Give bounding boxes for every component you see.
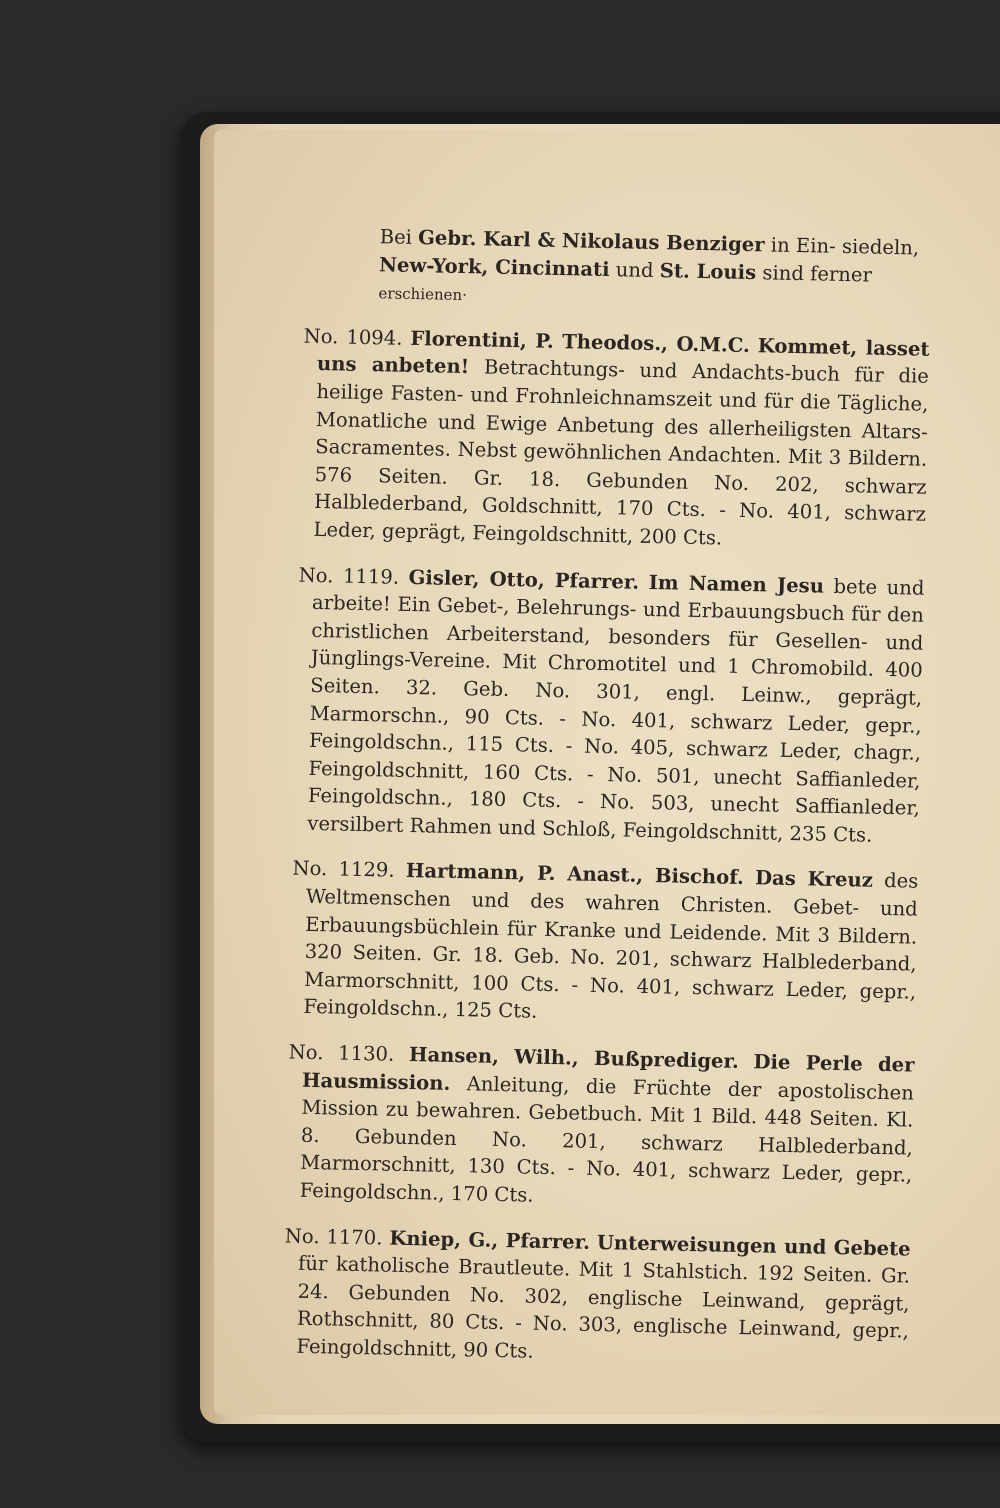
publisher-cities: New-York, Cincinnati	[378, 252, 610, 281]
entry-number: No. 1170.	[284, 1224, 383, 1250]
catalog-entry	[292, 855, 919, 1033]
entry-title: Unterweisungen und Gebete	[596, 1230, 911, 1261]
catalog-entry	[284, 1222, 911, 1373]
intro-text: und	[615, 257, 654, 282]
entry-number: No. 1130.	[288, 1040, 395, 1066]
entry-title: Die Perle der Hausmission.	[301, 1050, 915, 1095]
entry-author: Florentini, P. Theodos., O.M.C.	[410, 326, 751, 357]
entry-author: Gisler, Otto, Pfarrer.	[408, 565, 640, 594]
entry-title: Das Kreuz	[754, 866, 874, 893]
entry-body: bete und arbeite! Ein Gebet-, Belehrungs- und Erbauungsbuch für den christlichen Arbeiterstand, besonders für Gesellen- und Jünglings-Vereine. Mit Chromotitel und 1 Chromobild. 400 Seiten. 32. Geb. No. 301, engl. Leinw., geprägt, Marmorschn., 90 Cts. - No. 401, schwarz Leder, gepr., Feingoldschn., 115 Cts. - No. 405, schwarz Leder, chagr., Feingoldschnitt, 160 Cts. - No. 501, unecht Saffianleder, Feingoldschn., 180 Cts. - No. 503, unecht Saffianleder, versilbert Rahmen und Schloß, Feingoldschnitt, 235 Cts.	[307, 574, 925, 847]
intro-text: sind ferner	[762, 260, 873, 287]
entry-title: Kommet, lasset uns anbeten!	[316, 333, 930, 379]
entry-author: Kniep, G., Pfarrer.	[389, 1226, 591, 1254]
publisher-name: Gebr. Karl & Nikolaus Benziger	[417, 226, 765, 257]
catalog-entry	[288, 1039, 915, 1217]
intro-paragraph	[318, 222, 932, 320]
intro-text: in Ein-	[770, 233, 836, 258]
entry-body: für katholische Brautleute. Mit 1 Stahlstich. 192 Seiten. Gr. 24. Gebunden No. 302, englische Leinwand, geprägt, Rothschnitt, 80 Cts. - No. 303, englische Leinwand, gepr., Feingoldschnitt, 90 Cts.	[296, 1251, 911, 1363]
intro-text: siedeln,	[841, 234, 920, 260]
publisher-city: St. Louis	[659, 258, 757, 284]
entry-body: Betrachtungs- und Andachts-buch für die heilige Fasten- und Frohnleichnamszeit und für die Tägliche, Monatliche und Ewige Anbetung des allerheiligsten Altars-Sacramentes. Nebst gewöhnlichen Andachten. Mit 3 Bildern. 576 Seiten. Gr. 18. Gebunden No. 202, schwarz Halblederband, Goldschnitt, 170 Cts. - No. 401, schwarz Leder, geprägt, Feingoldschnitt, 200 Cts.	[313, 355, 930, 550]
entry-author: Hartmann, P. Anast., Bischof.	[405, 859, 745, 890]
entry-number: No. 1129.	[292, 857, 395, 883]
entry-number: No. 1119.	[298, 563, 400, 589]
entry-body: Anleitung, die Früchte der apostolischen Mission zu bewahren. Gebetbuch. Mit 1 Bild. 448 Seiten. Kl. 8. Gebunden No. 201, schwarz Halblederband, Marmorschnitt, 130 Cts. - No. 401, schwarz Leder, gepr., Feingoldschn., 170 Cts.	[299, 1071, 915, 1207]
catalog-entry	[298, 561, 925, 850]
entry-title: Im Namen Jesu	[648, 570, 825, 598]
entry-number: No. 1094.	[303, 324, 403, 350]
page-text	[284, 222, 932, 1391]
entry-body: des Weltmenschen und des wahren Christen. Gebet- und Erbauungsbüchlein für Kranke und Leidende. Mit 3 Bildern. 320 Seiten. Gr. 18. Geb. No. 201, schwarz Halblederband, Marmorschnitt, 100 Cts. - No. 401, schwarz Leder, gepr., Feingoldschn., 125 Cts.	[303, 869, 919, 1024]
intro-text: erschienen·	[378, 284, 468, 305]
entry-author: Hansen, Wilh., Bußprediger.	[408, 1043, 740, 1073]
catalog-entry	[303, 323, 930, 557]
intro-text: Bei	[379, 225, 413, 249]
